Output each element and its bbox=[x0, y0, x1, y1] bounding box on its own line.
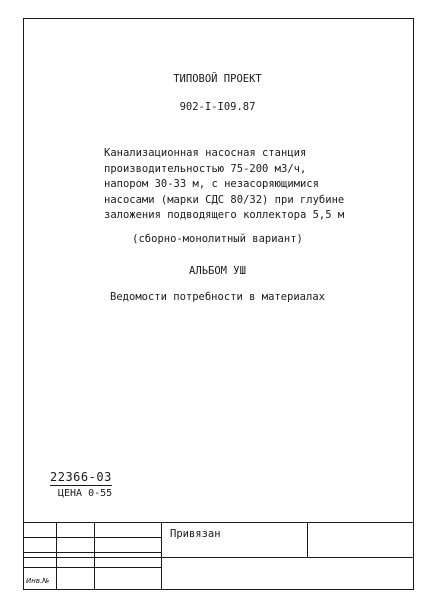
title-block-row-line bbox=[23, 537, 161, 538]
title-block-column-line bbox=[307, 522, 308, 557]
description-line: Канализационная насосная станция bbox=[104, 147, 307, 159]
album-title: Ведомости потребности в материалах bbox=[110, 291, 325, 303]
title-block-row-line bbox=[23, 552, 161, 553]
document-code: 22366-03 bbox=[50, 470, 112, 484]
title-block-column-line bbox=[56, 522, 57, 590]
description-line: напором 30-33 м, с незасоряющимися bbox=[104, 178, 319, 191]
project-description bbox=[104, 146, 344, 224]
title-block-column-line bbox=[161, 522, 162, 590]
variant-note: (сборно-монолитный вариант) bbox=[132, 233, 303, 245]
album-number: АЛЬБОМ УШ bbox=[189, 265, 246, 277]
title-block-row-line bbox=[23, 567, 161, 568]
title-block-top-line bbox=[23, 522, 414, 523]
title-block-mid-line bbox=[23, 557, 414, 558]
description-line: производительностью 75-200 м3/ч, bbox=[104, 162, 307, 175]
title-block-column-line bbox=[94, 522, 95, 590]
description-line: насосами (марки СДС 80/32) при глубине bbox=[104, 193, 345, 206]
description-line: заложения подводящего коллектора 5,5 м bbox=[104, 209, 345, 222]
document-header: ТИПОВОЙ ПРОЕКТ bbox=[173, 73, 262, 85]
inventory-label: Инв.№ bbox=[26, 577, 50, 585]
project-number: 902-I-I09.87 bbox=[179, 101, 256, 113]
bound-label: Привязан bbox=[170, 528, 221, 540]
document-price: ЦЕНА 0-55 bbox=[58, 488, 113, 499]
